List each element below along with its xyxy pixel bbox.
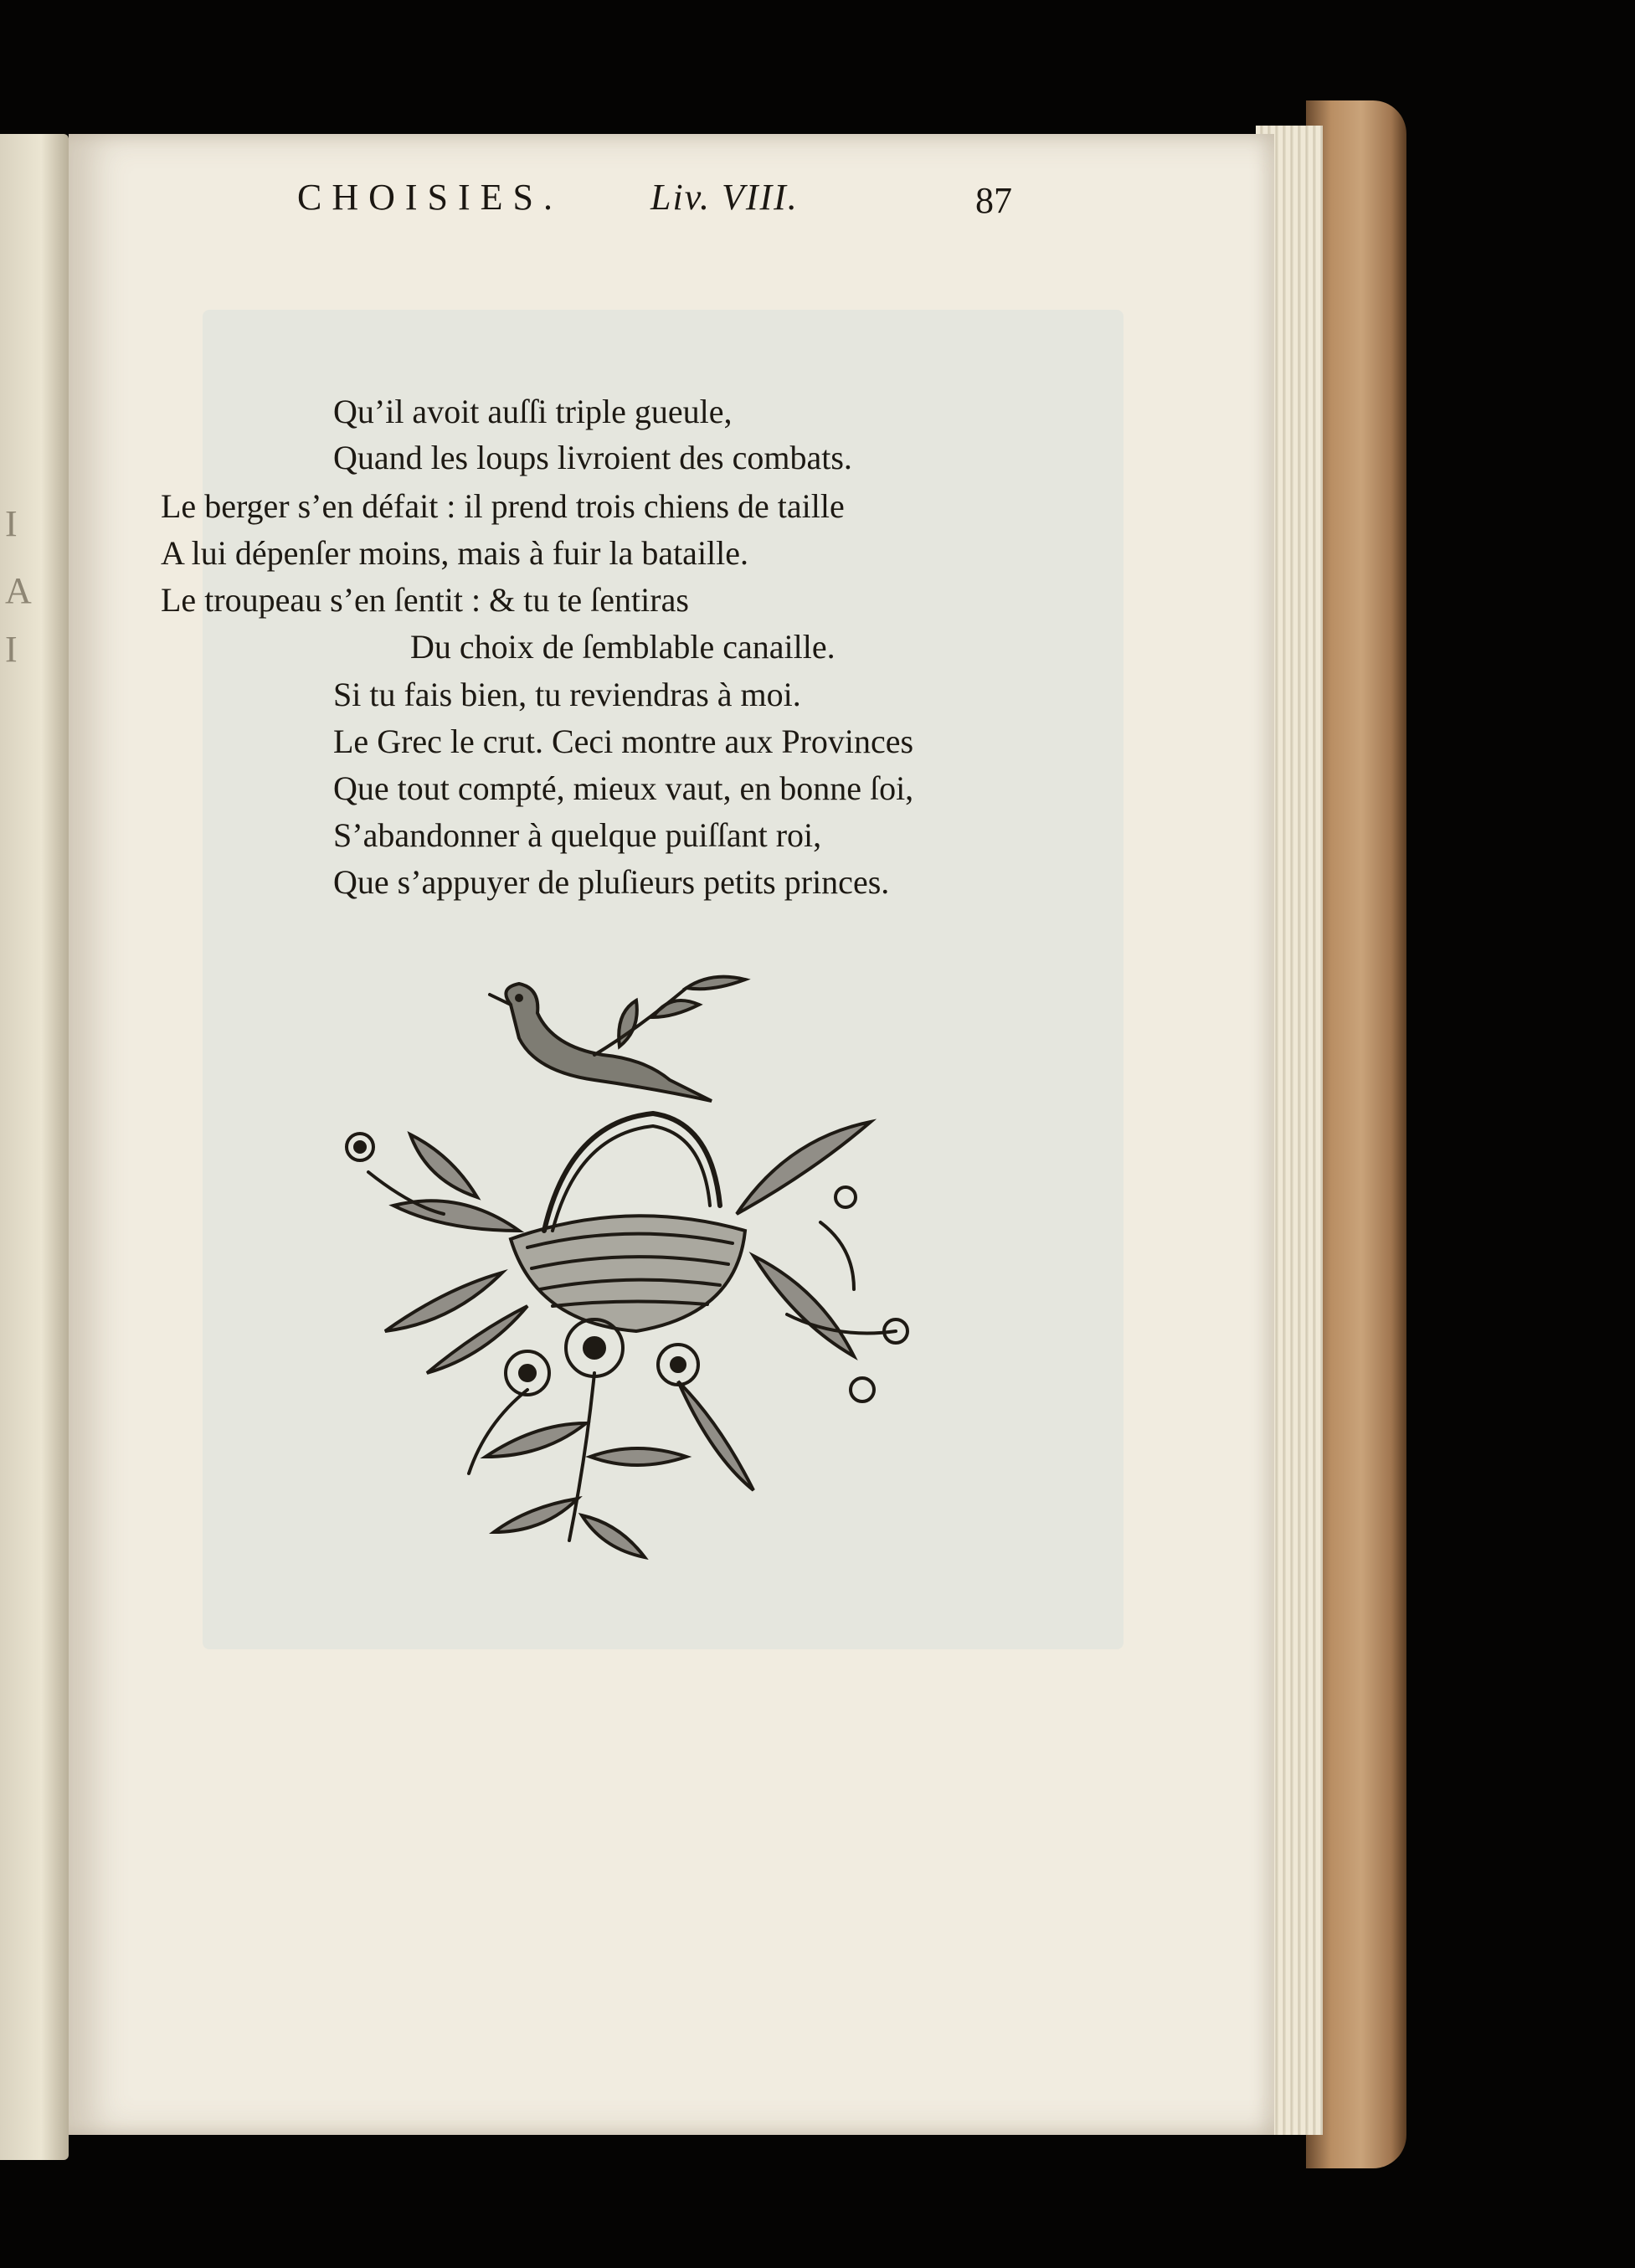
bleed-through-mark: I <box>5 503 18 544</box>
verse-line: Le berger s’en défait : il prend trois chiens de taille <box>161 487 845 525</box>
book-reference: Liv. VIII. <box>650 177 799 218</box>
page-header <box>230 176 1084 234</box>
verse-line: Quand les loups livroient des combats. <box>333 439 852 476</box>
verse-line: Du choix de ſemblable canaille. <box>410 628 835 666</box>
verse-line: A lui dépenſer moins, mais à fuir la bataille. <box>161 534 749 572</box>
left-page-edge <box>0 134 69 2160</box>
bleed-through-mark: I <box>5 629 18 670</box>
verse-line: Le troupeau s’en ſentit : & tu te ſentiras <box>161 581 689 619</box>
verse-line: Que tout compté, mieux vaut, en bonne ſoi, <box>333 769 914 807</box>
verse-line: Que s’appuyer de pluſieurs petits princes. <box>333 863 890 901</box>
page-number: 87 <box>975 180 1012 221</box>
verse-line: Le Grec le crut. Ceci montre aux Provinces <box>333 723 914 760</box>
verse-line: Si tu fais bien, tu reviendras à moi. <box>333 676 801 713</box>
bird-basket-ornament-icon <box>318 954 938 1574</box>
bleed-through-mark: A <box>5 570 32 611</box>
running-head: CHOISIES. <box>297 177 563 218</box>
verse-line: S’abandonner à quelque puiſſant roi, <box>333 816 822 854</box>
verse-line: Qu’il avoit auſſi triple gueule, <box>333 393 733 430</box>
